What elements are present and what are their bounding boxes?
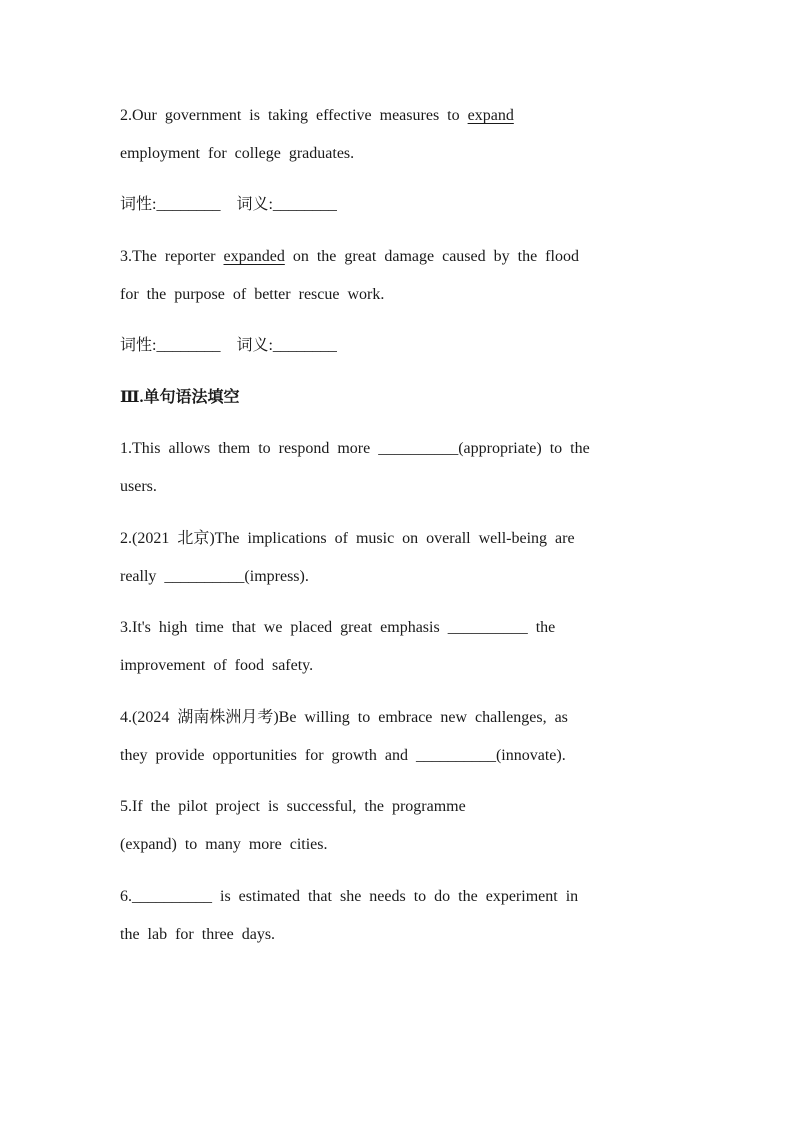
q3-text-post: on the great damage caused by the flood <box>284 248 579 265</box>
q3-line1 <box>120 247 579 267</box>
q2-meaning-label: 词义:________ <box>236 196 337 213</box>
item6-line2: the lab for three days. <box>120 926 276 943</box>
q3-line2: for the purpose of better rescue work. <box>120 286 385 303</box>
q3-number: 3. <box>120 248 132 265</box>
q3-meaning-label: 词义:________ <box>236 337 337 354</box>
item3-line2: improvement of food safety. <box>120 657 314 674</box>
q3-text-pre: The reporter <box>132 248 224 265</box>
q2-text: Our government is taking effective measures to <box>132 107 468 124</box>
q2-line1 <box>120 106 580 126</box>
item4-line1: 4.(2024 湖南株洲月考)Be willing to embrace new challenges, as <box>120 709 568 726</box>
item2-line1: 2.(2021 北京)The implications of music on overall well-being are <box>120 530 575 547</box>
q3-underlined-word: expanded <box>223 248 285 265</box>
section-heading: Ⅲ.单句语法填空 <box>120 389 240 406</box>
item4-line2: they provide opportunities for growth and __________(innovate). <box>120 747 566 764</box>
q2-pos-label: 词性:________ <box>120 196 221 213</box>
q3-answer-row <box>120 336 337 356</box>
item1-line1: 1.This allows them to respond more __________(appropriate) to the <box>120 440 590 457</box>
item3-line1: 3.It's high time that we placed great emphasis __________ the <box>120 619 556 636</box>
item1-line2: users. <box>120 478 157 495</box>
q2-line2: employment for college graduates. <box>120 145 355 162</box>
item6-line1: 6.__________ is estimated that she needs to do the experiment in <box>120 888 579 905</box>
q2-underlined-word: expand <box>467 107 514 124</box>
item2-line2: really __________(impress). <box>120 568 309 585</box>
q2-answer-row <box>120 195 337 215</box>
item5-line2: (expand) to many more cities. <box>120 836 328 853</box>
q2-number: 2. <box>120 107 132 124</box>
item5-line1: 5.If the pilot project is successful, the programme <box>120 798 466 815</box>
q3-pos-label: 词性:________ <box>120 337 221 354</box>
